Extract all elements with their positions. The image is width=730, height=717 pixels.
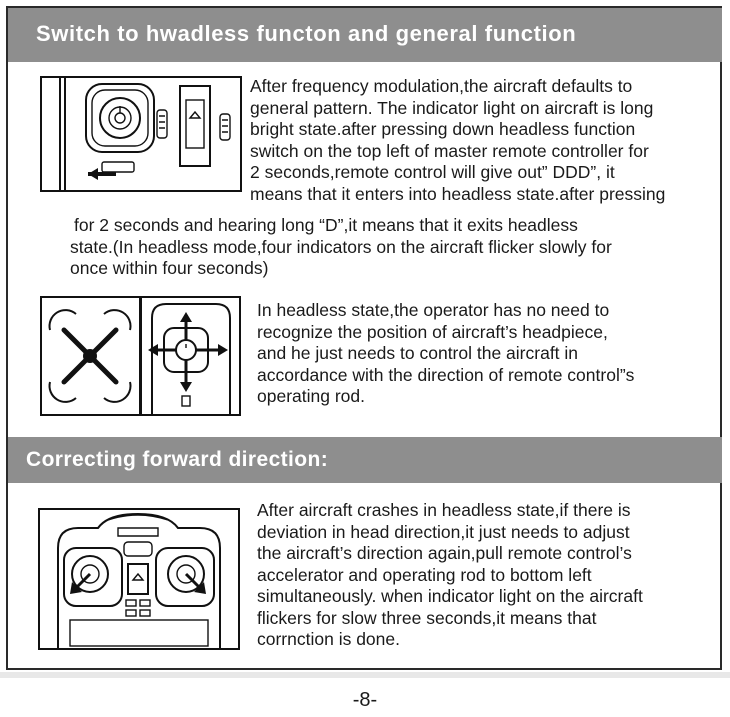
text-line: corrnction is done. — [257, 629, 400, 649]
headless-paragraph-1-continued — [70, 215, 612, 280]
quadcopter-icon — [40, 296, 140, 416]
text-line: general pattern. The indicator light on aircraft is long — [250, 97, 654, 118]
remote-left-stick-illustration — [40, 76, 242, 192]
text-line: means that it enters into headless state.after pressing — [250, 183, 666, 204]
correcting-paragraph — [257, 500, 643, 651]
text-line: recognize the position of aircraft’s headpiece, — [257, 321, 608, 342]
text-line: state.(In headless mode,four indicators on the aircraft flicker slowly for — [70, 236, 612, 257]
section-heading-headless: Switch to hwadless functon and general function — [8, 8, 722, 62]
headless-paragraph-2 — [257, 300, 634, 408]
text-line: operating rod. — [257, 386, 365, 406]
text-line: switch on the top left of master remote controller for — [250, 140, 649, 161]
text-line: for 2 seconds and hearing long “D”,it means that it exits headless — [74, 215, 578, 235]
bottom-band — [0, 672, 730, 678]
text-line: In headless state,the operator has no need to — [257, 300, 610, 320]
text-line: once within four seconds) — [70, 258, 269, 278]
text-line: flickers for slow three seconds,it means that — [257, 607, 597, 628]
text-line: bright state.after pressing down headless function — [250, 119, 636, 139]
text-line: After aircraft crashes in headless state,if there is — [257, 500, 631, 520]
headless-paragraph-1 — [250, 76, 665, 205]
text-line: and he just needs to control the aircraft in — [257, 343, 579, 363]
remote-direction-arrows-illustration — [140, 296, 240, 416]
text-line: accordance with the direction of remote control”s — [257, 364, 635, 385]
page-number: -8- — [352, 689, 378, 711]
text-line: accelerator and operating rod to bottom left — [257, 564, 592, 585]
text-line: After frequency modulation,the aircraft defaults to — [250, 76, 633, 96]
section-heading-correcting: Correcting forward direction: — [8, 437, 722, 483]
text-line: simultaneously. when indicator light on the aircraft — [257, 586, 643, 606]
text-line: the aircraft’s direction again,pull remote control’s — [257, 543, 632, 563]
remote-full-controller-illustration — [38, 508, 240, 650]
text-line: 2 seconds,remote control will give out” DDD”, it — [250, 162, 615, 182]
text-line: deviation in head direction,it just needs to adjust — [257, 521, 630, 542]
